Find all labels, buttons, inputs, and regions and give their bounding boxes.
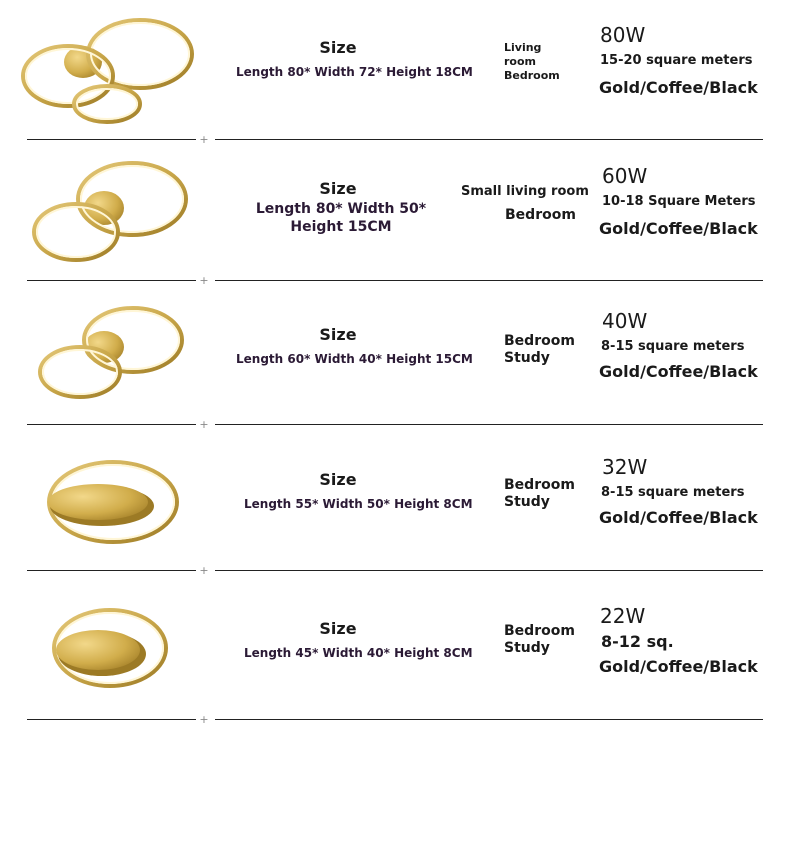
wattage-text: 80W — [600, 23, 646, 47]
divider-line — [27, 424, 196, 425]
two-ring-lamp-image — [18, 302, 203, 427]
colors-text: Gold/Coffee/Black — [599, 362, 758, 381]
size-title: Size — [319, 619, 357, 638]
area-text: 10-18 Square Meters — [602, 194, 756, 209]
single-ring-disc-lamp-image — [18, 593, 203, 718]
divider-line — [215, 424, 763, 425]
colors-text: Gold/Coffee/Black — [599, 657, 758, 676]
room-text: Bedroom Study — [504, 477, 575, 510]
divider-plus-icon: + — [199, 713, 209, 726]
wattage-text: 32W — [602, 455, 648, 479]
area-text: 8-15 square meters — [601, 339, 745, 354]
divider-plus-icon: + — [199, 274, 209, 287]
area-text: 15-20 square meters — [600, 53, 753, 68]
divider-line — [215, 719, 763, 720]
dimensions-text: Length 80* Width 72* Height 18CM — [236, 65, 473, 79]
wattage-text: 60W — [602, 164, 648, 188]
room-text: Bedroom — [505, 207, 576, 223]
divider-line — [27, 139, 196, 140]
size-title: Size — [319, 179, 357, 198]
divider-line — [215, 280, 763, 281]
room-text: Living room Bedroom — [504, 41, 560, 82]
dimensions-text: Length 45* Width 40* Height 8CM — [244, 646, 473, 660]
divider-line — [27, 570, 196, 571]
room-text: Bedroom Study — [504, 623, 575, 656]
room-text: Bedroom Study — [504, 333, 575, 366]
room-text: Small living room — [461, 184, 589, 199]
colors-text: Gold/Coffee/Black — [599, 219, 758, 238]
divider-plus-icon: + — [199, 564, 209, 577]
size-title: Size — [319, 38, 357, 57]
two-ring-lamp-image — [18, 155, 203, 280]
area-text: 8-15 square meters — [601, 485, 745, 500]
divider-line — [27, 719, 196, 720]
wattage-text: 40W — [602, 309, 648, 333]
size-title: Size — [319, 325, 357, 344]
divider-plus-icon: + — [199, 418, 209, 431]
dimensions-text: Length 55* Width 50* Height 8CM — [244, 497, 473, 511]
colors-text: Gold/Coffee/Black — [599, 78, 758, 97]
divider-line — [27, 280, 196, 281]
three-ring-lamp-image — [18, 10, 203, 135]
colors-text: Gold/Coffee/Black — [599, 508, 758, 527]
dimensions-text: Length 60* Width 40* Height 15CM — [236, 352, 473, 366]
wattage-text: 22W — [600, 604, 646, 628]
size-title: Size — [319, 470, 357, 489]
divider-line — [215, 570, 763, 571]
area-text: 8-12 sq. — [601, 632, 674, 651]
single-ring-disc-lamp-image — [18, 444, 203, 569]
divider-plus-icon: + — [199, 133, 209, 146]
dimensions-text: Length 80* Width 50* Height 15CM — [255, 201, 427, 235]
divider-line — [215, 139, 763, 140]
